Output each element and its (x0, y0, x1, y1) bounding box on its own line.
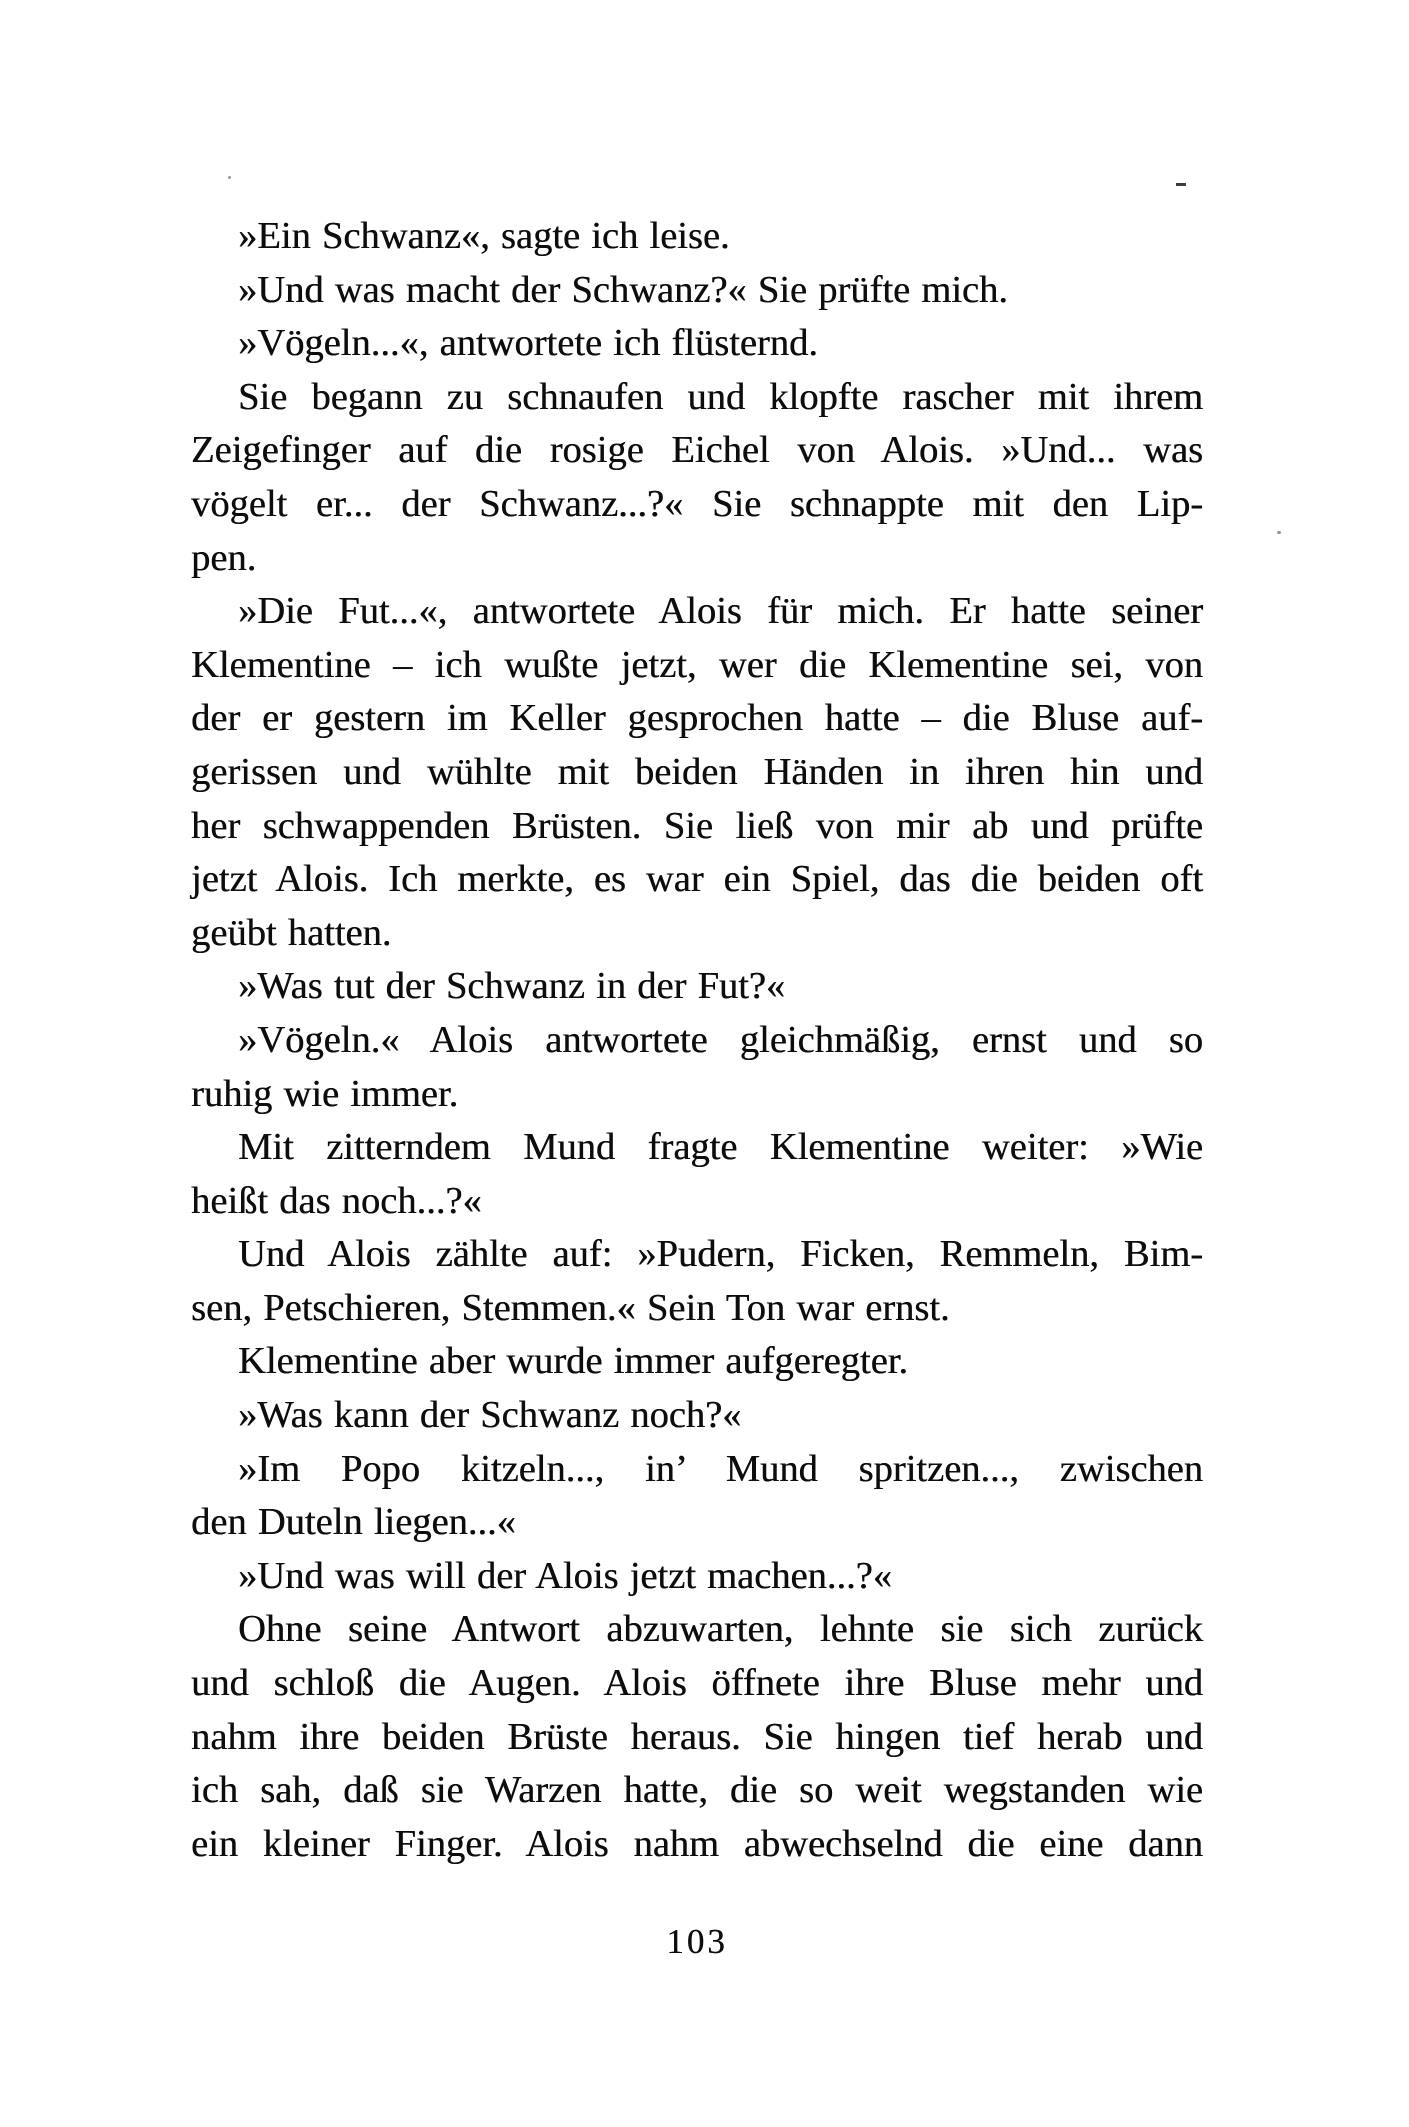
page-text-block (191, 210, 1203, 1871)
text-line: und schloß die Augen. Alois öffnete ihre Bluse mehr und (191, 1662, 1203, 1705)
text-line: sen, Petschieren, Stemmen.« Sein Ton war ernst. (191, 1286, 950, 1329)
text-line: nahm ihre beiden Brüste heraus. Sie hingen tief herab und (191, 1715, 1203, 1758)
text-line: »Im Popo kitzeln..., in’ Mund spritzen..., zwischen (238, 1447, 1203, 1490)
text-line: »Vögeln.« Alois antwortete gleichmäßig, ernst und so (238, 1018, 1203, 1061)
text-line: »Was kann der Schwanz noch?« (238, 1394, 742, 1437)
text-line: Mit zitterndem Mund fragte Klementine weiter: »Wie (238, 1126, 1203, 1169)
text-line: »Vögeln...«, antwortete ich flüsternd. (238, 322, 818, 365)
scan-artifact (228, 176, 231, 179)
text-line: Klementine – ich wußte jetzt, wer die Klementine sei, von (191, 643, 1203, 686)
text-line: vögelt er... der Schwanz...?« Sie schnappte mit den Lip- (191, 482, 1203, 525)
page-number: 103 (666, 1922, 728, 1961)
text-line: ich sah, daß sie Warzen hatte, die so weit wegstanden wie (191, 1769, 1203, 1812)
text-line: pen. (191, 536, 257, 579)
text-line: her schwappenden Brüsten. Sie ließ von mir ab und prüfte (191, 804, 1203, 847)
scan-artifact (1176, 183, 1186, 186)
text-line: jetzt Alois. Ich merkte, es war ein Spiel, das die beiden oft (191, 858, 1203, 901)
text-line: den Duteln liegen...« (191, 1501, 516, 1544)
text-line: »Und was macht der Schwanz?« Sie prüfte mich. (238, 268, 1008, 311)
text-line: »Und was will der Alois jetzt machen...?« (238, 1554, 892, 1597)
text-line: »Was tut der Schwanz in der Fut?« (238, 965, 786, 1008)
text-line: Sie begann zu schnaufen und klopfte rascher mit ihrem (238, 375, 1203, 418)
text-line: Ohne seine Antwort abzuwarten, lehnte sie sich zurück (238, 1608, 1203, 1651)
text-line: ruhig wie immer. (191, 1072, 459, 1115)
text-line: Zeigefinger auf die rosige Eichel von Alois. »Und... was (191, 429, 1203, 472)
text-line: der er gestern im Keller gesprochen hatte – die Bluse auf- (191, 697, 1203, 740)
text-line: geübt hatten. (191, 911, 392, 954)
text-line: heißt das noch...?« (191, 1179, 482, 1222)
text-line: »Die Fut...«, antwortete Alois für mich. Er hatte seiner (238, 590, 1203, 633)
text-line: Klementine aber wurde immer aufgeregter. (238, 1340, 908, 1383)
text-line: »Ein Schwanz«, sagte ich leise. (238, 215, 730, 257)
text-line: Und Alois zählte auf: »Pudern, Ficken, Remmeln, Bim- (238, 1233, 1203, 1276)
text-line: ein kleiner Finger. Alois nahm abwechselnd die eine dann (191, 1822, 1203, 1865)
text-line: gerissen und wühlte mit beiden Händen in ihren hin und (191, 750, 1203, 793)
scan-artifact (1277, 531, 1281, 534)
